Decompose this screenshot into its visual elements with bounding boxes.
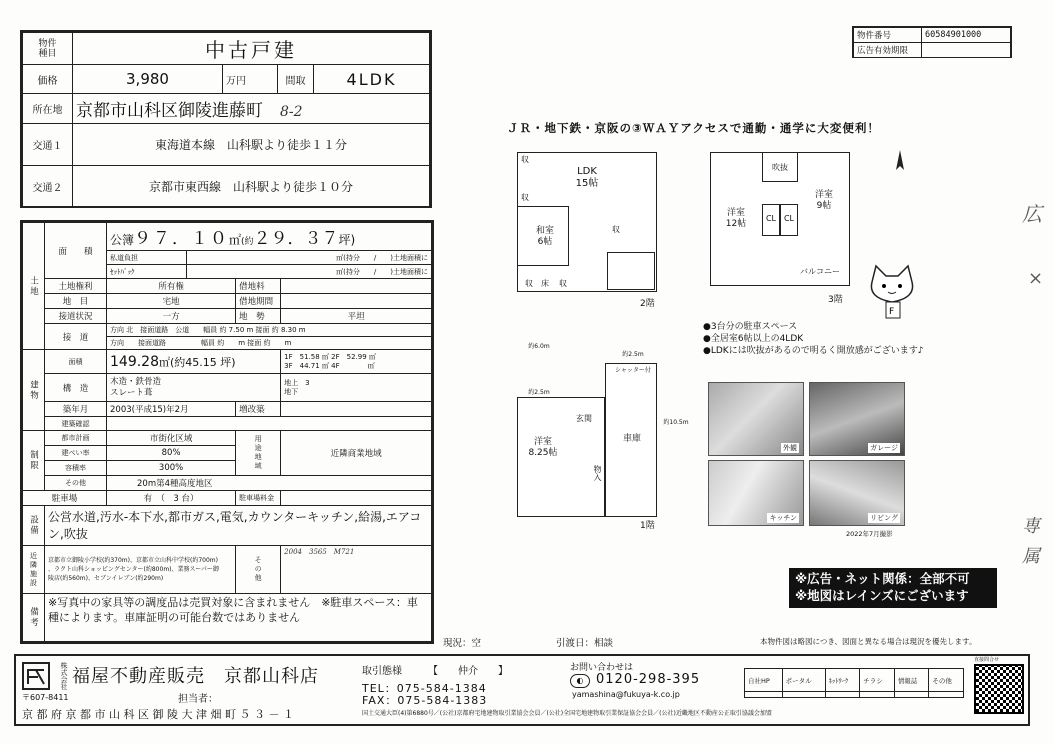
road2-width: 幅員 約 m 接面 約 m — [201, 339, 292, 347]
expiry-label: 広告有効期限 — [854, 43, 922, 58]
layout-value: 4LDK — [314, 65, 430, 94]
media-4: 情報誌 — [894, 669, 929, 692]
land-area-unit: ㎡ — [229, 233, 242, 247]
inquiry-label: お問い合わせは — [570, 663, 634, 673]
room-youshitsu-1f: 洋室 8.25帖 — [528, 437, 558, 458]
building-area: 149.28 — [110, 353, 159, 370]
rights-label: 土地権利 — [45, 279, 107, 294]
genkan: 玄関 — [576, 414, 592, 423]
property-header-box — [20, 30, 432, 208]
category-value: 宅地 — [107, 294, 236, 309]
floors-above: 地上 3 — [284, 378, 310, 387]
media-0: 自社HP — [745, 669, 783, 692]
address-handwritten: 8-2 — [280, 104, 303, 120]
notice-1: ※広告・ネット関係：全部不可 — [795, 571, 970, 586]
nearby-text-3: 陵店(約560m)、セブンイレブン(約290m) — [48, 575, 164, 582]
id-value: 60584901000 — [922, 28, 1011, 43]
handwriting-right-3: 専 属 — [1022, 516, 1040, 567]
media-2: ﾈｯﾄﾜｰｸ — [825, 669, 860, 692]
company-name: 福屋不動産販売 京都山科店 — [72, 666, 319, 687]
transit1-label: 交通１ — [23, 124, 73, 166]
freedial: 0120-298-395 — [596, 672, 701, 687]
room-youshitsu-9: 洋室 9帖 — [814, 190, 833, 211]
email: yamashina@fukuya-k.co.jp — [572, 690, 680, 699]
dim-10-5m: 約10.5m — [663, 419, 689, 426]
zone-value: 近隣商業地域 — [281, 431, 432, 476]
nearby-other-label: その他 — [236, 546, 281, 594]
coverage-value: 80% — [107, 446, 236, 461]
parking-fee-label: 駐車場料金 — [236, 491, 281, 506]
closet-1: CL — [765, 214, 777, 223]
road-width: 幅員 約 7.50 m 接面 約 8.30 m — [203, 326, 306, 334]
setback-value: ㎡(持分 / )土地面積に — [187, 265, 432, 279]
land-tsubo: ２９．３７ — [253, 229, 339, 249]
property-id-box — [852, 26, 1012, 58]
coverage-label: 建ぺい率 — [45, 446, 107, 461]
nearby-handwriting: 2004 3565 M721 — [281, 546, 432, 594]
mode-value: 【 仲介 】 — [428, 666, 508, 677]
roof-value: スレート葺 — [110, 387, 153, 398]
floor-3-label: 3階 — [828, 295, 843, 305]
tel: TEL：075-584-1384 — [362, 682, 487, 695]
parking-value: 有 （ 3 台） — [107, 491, 236, 506]
status-note: 本物件図は略図につき、図面と異なる場合は現況を優先します。 — [760, 637, 977, 646]
facilities-value: 公営水道,汚水-本下水,都市ガス,電気,カウンターキッチン,給湯,エアコン,吹抜 — [45, 506, 432, 546]
cat-mascot-icon — [862, 262, 922, 322]
transit1-value: 東海道本線 山科駅より徒歩１１分 — [73, 124, 430, 166]
kind-value: 中古戸建 — [73, 33, 430, 65]
handwriting-right-1: 広 — [1022, 202, 1042, 226]
photo-kitchen — [708, 460, 804, 526]
built-value: 2003(平成15)年2月 — [107, 402, 236, 417]
road-label: 接 道 — [45, 324, 107, 350]
storage-4: 収 — [525, 279, 533, 288]
kind-label: 物件 種目 — [23, 33, 73, 65]
notice-box — [789, 568, 997, 608]
price-unit: 万円 — [223, 65, 278, 94]
land-area-label: 面 積 — [45, 223, 107, 279]
nearby-text-2: 、ラクト山科ショッピングセンター(約800m)、業務スーパー御 — [48, 566, 219, 573]
photo-caption-garage: ガレージ — [870, 444, 898, 452]
media-5: その他 — [929, 669, 964, 692]
compass-icon — [893, 148, 907, 174]
confirm-label: 建築確認 — [45, 417, 107, 431]
shutter-label: シャッター付 — [615, 367, 651, 374]
land-tsubo-unit: 坪) — [338, 233, 356, 247]
room-washitsu: 和室 6帖 — [535, 226, 554, 247]
photo-living — [809, 460, 905, 526]
transit2-label: 交通２ — [23, 166, 73, 208]
contact-label: 接道状況 — [45, 309, 107, 324]
point-1: ●3台分の駐車スペース — [703, 322, 798, 332]
footer — [14, 654, 1030, 726]
floor-area-2: 3F 44.71 ㎡ 4F ㎡ — [284, 361, 375, 370]
regulation-section: 制限 — [23, 431, 45, 491]
closet-2: CL — [783, 214, 795, 223]
nearby-label: 近隣施設 — [23, 546, 45, 594]
built-label: 築年月 — [45, 402, 107, 417]
qr-code-icon — [974, 664, 1024, 714]
price-label: 価格 — [23, 65, 73, 94]
postal-code: 〒607-8411 — [22, 693, 69, 702]
point-2: ●全居室6帖以上の4LDK — [703, 334, 804, 344]
balcony: バルコニー — [800, 267, 840, 276]
headline: ＪＲ・地下鉄・京阪の③ＷＡＹアクセスで通勤・通学に大変便利！ — [507, 121, 880, 135]
point-3: ●LDKには吹抜があるので明るく開放感がございます♪ — [703, 346, 924, 356]
floor-1-label: 1階 — [640, 521, 655, 531]
road2-direction: 方向 接面道路 — [110, 339, 166, 347]
room-ldk: LDK 15帖 — [575, 166, 599, 189]
remarks-value: ※写真中の家具等の調度品は売買対象に含まれません ※駐車スペース：車種によります。車庫証明の可能台数ではありません — [45, 594, 432, 642]
storage-5: 収 — [559, 279, 567, 288]
photo-exterior — [708, 382, 804, 456]
plan-label: 都市計画 — [45, 431, 107, 446]
plan-value: 市街化区域 — [107, 431, 236, 446]
remarks-label: 備考 — [23, 594, 45, 642]
rights-value: 所有権 — [107, 279, 236, 294]
dim-6m: 約6.0m — [528, 343, 550, 350]
floors-below: 地下 — [284, 387, 299, 396]
zone-label: 用途地域 — [236, 431, 281, 476]
floorplan-2f — [517, 152, 657, 294]
private-road-value: ㎡(持分 / )土地面積に — [187, 251, 432, 265]
terrain-value: 平坦 — [281, 309, 432, 324]
storage-1f: 物入 — [593, 465, 602, 481]
terrain-label: 地 勢 — [236, 309, 281, 324]
photo-date: 2022年7月撮影 — [846, 530, 893, 538]
land-public-label: 公簿 — [110, 233, 135, 247]
detail-table — [20, 220, 434, 644]
dim-2-5m-b: 約2.5m — [528, 389, 550, 396]
storage-3: 収 — [612, 225, 620, 234]
media-1: ポータル — [782, 669, 825, 692]
dim-2-5m-a: 約2.5m — [622, 351, 644, 358]
lease-label: 借地料 — [236, 279, 281, 294]
parking-label: 駐車場 — [23, 491, 107, 506]
private-road-label: 私道負担 — [107, 251, 187, 265]
structure-value: 木造・鉄骨造 — [110, 376, 162, 387]
reno-label: 増改築 — [236, 402, 281, 417]
license: 国土交通大臣(4)第6880号／(公社)京都府宅地建物取引業協会会員／(公社)全国宅地建物取引業保証協会会員／(公社)近畿地区不動産公正取引協議会加盟 — [362, 710, 772, 717]
building-area-suffix: ㎡(約45.15 坪) — [159, 355, 236, 369]
land-tsubo-prefix: (約 — [241, 237, 254, 247]
selling-points — [703, 321, 943, 357]
building-area-label: 面積 — [45, 350, 107, 374]
land-section: 土地 — [23, 223, 45, 350]
floorplan-3f — [710, 152, 850, 288]
company-small: 株式会社 — [60, 662, 68, 690]
lease-term-label: 借地期間 — [236, 294, 281, 309]
road-direction: 方向 北 接面道路 公道 — [110, 326, 190, 334]
room-youshitsu-12: 洋室 12帖 — [725, 208, 747, 229]
fukinuke: 吹抜 — [772, 163, 788, 172]
storage-1: 収 — [521, 155, 529, 164]
status-current: 現況：空 — [443, 638, 482, 649]
contact-value: 一方 — [107, 309, 236, 324]
land-area: ９７．１０ — [134, 229, 230, 249]
media-table — [744, 668, 964, 698]
structure-label: 構 造 — [45, 374, 107, 402]
qr-label: 直接問合せ — [974, 657, 1000, 663]
freedial-icon: ◐ — [570, 674, 590, 688]
transit2-value: 京都市東西線 山科駅より徒歩１０分 — [73, 166, 430, 208]
setback-label: ｾｯﾄﾊﾞｯｸ — [107, 265, 187, 279]
notice-2: ※地図はレインズにございます — [795, 588, 969, 603]
floor-area-1: 1F 51.58 ㎡ 2F 52.99 ㎡ — [284, 352, 376, 361]
garage: 車庫 — [622, 434, 641, 444]
manager-label: 担当者： — [178, 694, 218, 705]
other-reg-value: 20m第4種高度地区 — [107, 476, 432, 491]
id-label: 物件番号 — [854, 28, 922, 43]
handwriting-right-2: × — [1028, 268, 1044, 289]
other-reg-label: その他 — [45, 476, 107, 491]
company-logo-icon — [22, 662, 50, 690]
alcove: 床 — [541, 279, 549, 288]
far-value: 300% — [107, 461, 236, 476]
address-value: 京都市山科区御陵進藤町 — [76, 101, 263, 121]
layout-label: 間取 — [278, 65, 314, 94]
floorplan-1f — [517, 343, 689, 519]
address-label: 所在地 — [23, 94, 73, 124]
photo-caption-exterior: 外観 — [783, 444, 797, 452]
photo-caption-living: リビング — [870, 514, 898, 522]
facilities-label: 設備 — [23, 506, 45, 546]
building-section: 建物 — [23, 350, 45, 431]
far-label: 容積率 — [45, 461, 107, 476]
photo-garage — [809, 382, 905, 456]
company-address: 京都府京都市山科区御陵大津畑町５３－１ — [22, 708, 298, 721]
mode-label: 取引態様 — [362, 666, 402, 677]
storage-2: 収 — [521, 193, 529, 202]
status-handover: 引渡日：相談 — [556, 638, 614, 649]
category-label: 地 目 — [45, 294, 107, 309]
price-value: 3,980 — [73, 65, 223, 94]
fax: FAX：075-584-1383 — [362, 694, 488, 707]
media-3: チラシ — [860, 669, 895, 692]
floor-2-label: 2階 — [640, 299, 655, 309]
svg-text:F: F — [889, 307, 895, 317]
nearby-text-1: 京都市立御陵小学校(約370m)、京都市立山科中学校(約700m) — [48, 557, 218, 564]
photo-caption-kitchen: キッチン — [769, 514, 797, 522]
